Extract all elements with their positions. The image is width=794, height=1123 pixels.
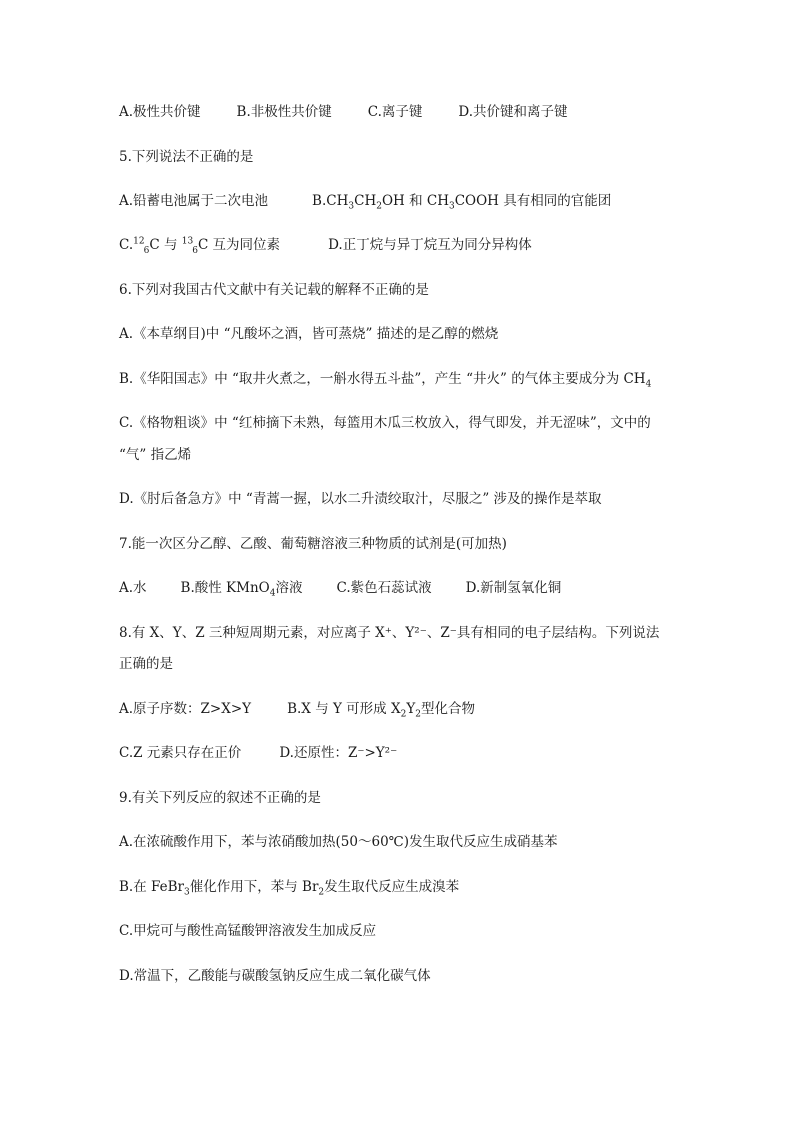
q7-option-c: C.紫色石蕊试液 [336,580,432,596]
q5-option-a: A.铅蓄电池属于二次电池 [119,193,269,209]
q4-options [119,103,568,121]
q7-stem: 7.能一次区分乙醇、乙酸、葡萄糖溶液三种物质的试剂是(可加热) [119,536,507,552]
q8-option-c: C.Z 元素只存在正价 [119,745,242,761]
q5-option-b: $B.CH_3CH_2OH$ 和 $CH_3COOH$ 具有相同的官能团 [312,193,612,212]
q4-option-d: D.共价键和离子键 [458,104,568,120]
q5-option-d: D.正丁烷与异丁烷互为同分异构体 [328,237,532,253]
q9-option-b: B.在 FeBr$_3$催化作用下，苯与 $Br_2$发生取代反应生成溴苯 [119,879,460,898]
q8-options-ab [119,700,475,718]
q7-option-b: B.酸性 KMnO$_4$溶液 [180,580,303,599]
q6-option-b: B.《华阳国志》中 “取井火煮之，一斛水得五斗盐”，产生 “井火” 的气体主要成分为 $CH_4$ [119,371,652,390]
q6-option-a: A.《本草纲目)中 “凡酸坏之酒，皆可蒸烧” 描述的是乙醇的燃烧 [119,326,499,342]
q9-stem: 9.有关下列反应的叙述不正确的是 [119,790,321,806]
q5-options-ab [119,192,611,210]
q6-option-c-line2: “气” 指乙烯 [119,447,192,463]
q4-option-b: B.非极性共价键 [236,104,332,120]
q8-option-a: A.原子序数：Z>X>Y [119,701,252,717]
q5-stem: 5.下列说法不正确的是 [119,149,254,165]
q6-stem: 6.下列对我国古代文献中有关记载的解释不正确的是 [119,282,429,298]
q9-option-d: D.常温下，乙酸能与碳酸氢钠反应生成二氧化碳气体 [119,968,431,984]
q5-options-cd [119,236,532,254]
q6-option-d: D.《肘后备急方》中 “青蒿一握，以水二升渍绞取汁，尽服之” 涉及的操作是萃取 [119,491,602,507]
q4-option-c: C.离子键 [367,104,423,120]
q8-stem-line2: 正确的是 [119,656,173,672]
q8-option-b: B.X 与 Y 可形成 $X_2Y_2$型化合物 [287,701,475,720]
q9-option-a: A.在浓硫酸作用下，苯与浓硝酸加热(50～60℃)发生取代反应生成硝基苯 [119,834,558,850]
q8-option-d: D.还原性：Z⁻>Y²⁻ [279,745,398,761]
q7-options [119,579,561,597]
q7-option-d: D.新制氢氧化铜 [465,580,562,596]
q5-option-c: C.$^{12}_6$C 与 $^{13}_6$C 互为同位素 [119,236,281,256]
q7-option-a: A.水 [119,580,147,596]
q9-option-c: C.甲烷可与酸性高锰酸钾溶液发生加成反应 [119,923,377,939]
q8-options-cd [119,744,397,762]
q6-option-c-line1: C.《格物粗谈》中 “红柿摘下未熟，每篮用木瓜三枚放入，得气即发，并无涩味”，文中的 [119,415,651,431]
q8-stem-line1: 8.有 X、Y、Z 三种短周期元素，对应离子 X⁺、Y²⁻、Z⁻具有相同的电子层结构。下列说法 [119,625,660,641]
q4-option-a: A.极性共价键 [119,104,201,120]
